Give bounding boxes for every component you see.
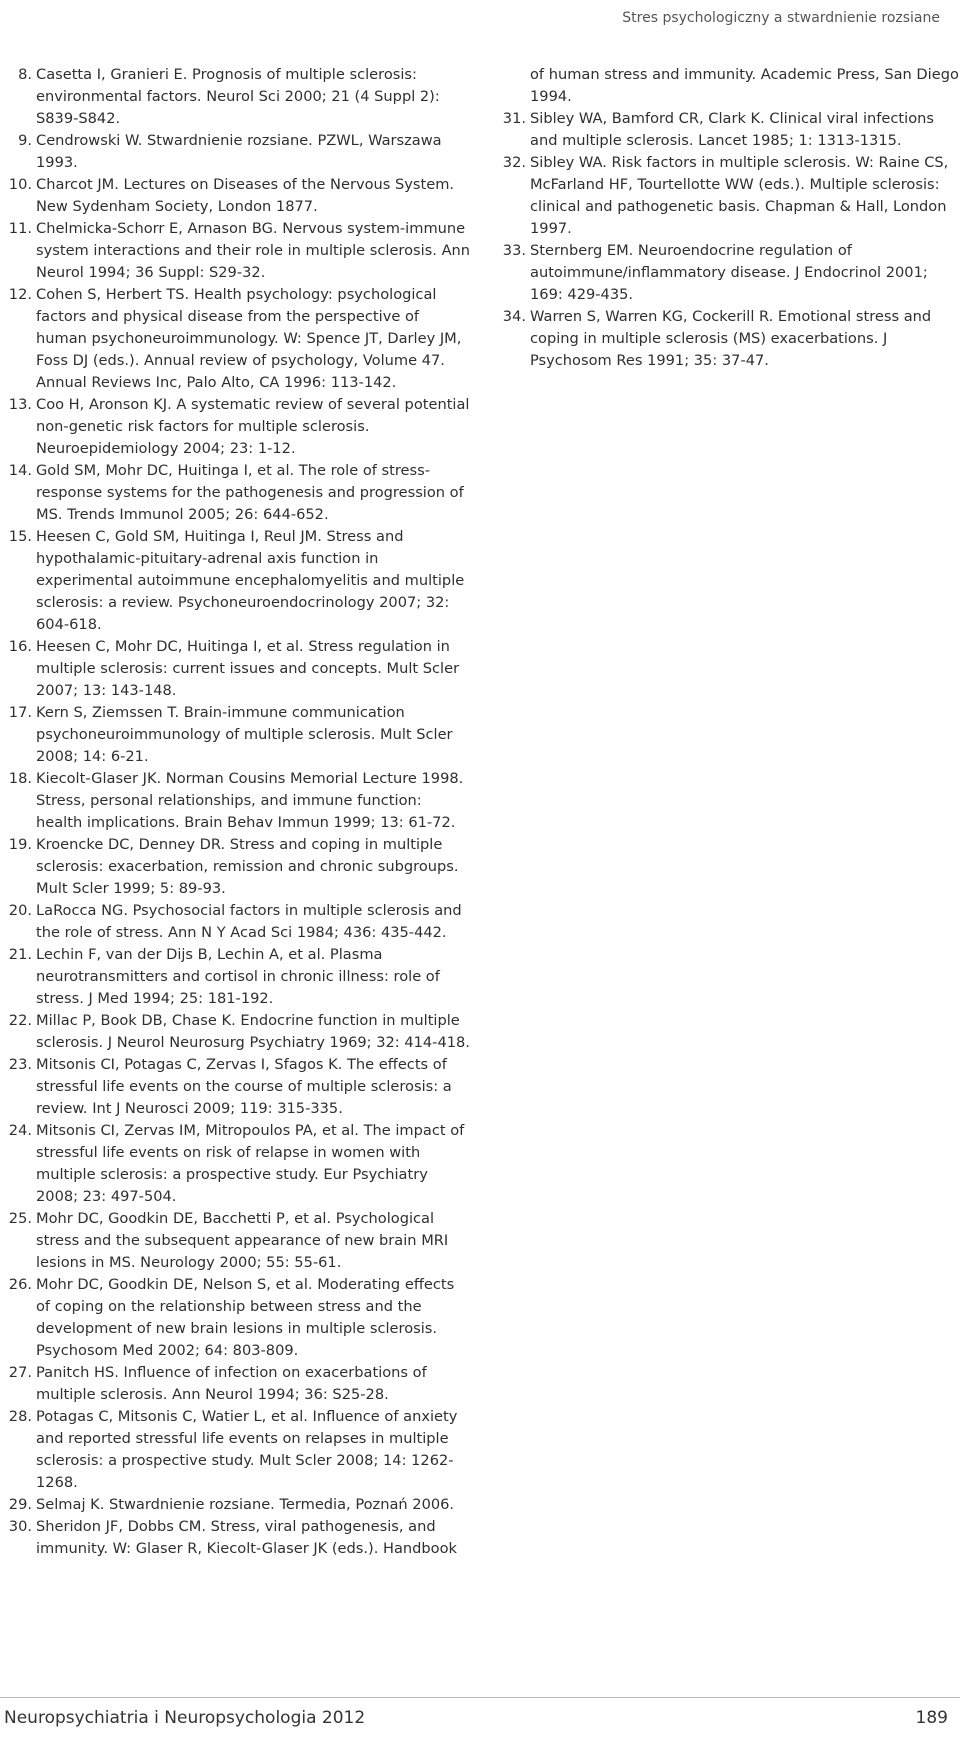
reference-text: LaRocca NG. Psychosocial factors in multiple sclerosis and the role of stress. Ann N Y Acad Sci 1984; 436: 435-442. [36, 902, 462, 941]
reference-item [502, 306, 960, 372]
reference-text: Potagas C, Mitsonis C, Watier L, et al. Influence of anxiety and reported stressful life events on relapses in multiple sclerosis: a prospective study. Mult Scler 2008; 14: 1262-1268. [36, 1408, 458, 1491]
reference-text: Heesen C, Gold SM, Huitinga I, Reul JM. Stress and hypothalamic-pituitary-adrenal axis function in experimental autoimmune encephalomyelitis and multiple sclerosis: a review. Psychoneuroendocrinology 2007; 32: 604-618. [36, 528, 465, 633]
reference-number: 22. [8, 1012, 32, 1029]
reference-item [8, 1494, 472, 1516]
reference-text: Mitsonis CI, Potagas C, Zervas I, Sfagos K. The effects of stressful life events on the course of multiple sclerosis: a review. Int J Neurosci 2009; 119: 315-335. [36, 1056, 452, 1117]
reference-text: Gold SM, Mohr DC, Huitinga I, et al. The role of stress-response systems for the pathogenesis and progression of MS. Trends Immunol 2005; 26: 644-652. [36, 462, 464, 523]
reference-text: Kern S, Ziemssen T. Brain-immune communication psychoneuroimmunology of multiple sclerosis. Mult Scler 2008; 14: 6-21. [36, 704, 453, 765]
reference-number: 11. [8, 220, 32, 237]
reference-text: Lechin F, van der Dijs B, Lechin A, et al. Plasma neurotransmitters and cortisol in chronic illness: role of stress. J Med 1994; 25: 181-192. [36, 946, 440, 1007]
reference-item [8, 284, 472, 394]
reference-item [502, 152, 960, 240]
reference-text: Panitch HS. Influence of infection on exacerbations of multiple sclerosis. Ann Neurol 1994; 36: S25-28. [36, 1364, 427, 1403]
reference-text: Mitsonis CI, Zervas IM, Mitropoulos PA, et al. The impact of stressful life events on risk of relapse in women with multiple sclerosis: a prospective study. Eur Psychiatry 2008; 23: 497-504. [36, 1122, 465, 1205]
reference-number: 32. [502, 154, 526, 171]
reference-number: 25. [8, 1210, 32, 1227]
reference-item [8, 1274, 472, 1362]
reference-number: 15. [8, 528, 32, 545]
reference-number: 10. [8, 176, 32, 193]
references-right-column [502, 64, 960, 372]
footer-journal-title: Neuropsychiatria i Neuropsychologia 2012 [4, 1708, 366, 1728]
reference-item [8, 460, 472, 526]
reference-number: 24. [8, 1122, 32, 1139]
reference-item [8, 834, 472, 900]
reference-item [502, 240, 960, 306]
reference-number: 33. [502, 242, 526, 259]
reference-text: Cohen S, Herbert TS. Health psychology: psychological factors and physical disease from the perspective of human psychoneuroimmunology. W: Spence JT, Darley JM, Foss DJ (eds.). Annual review of psychology, Volume 47. Annual Reviews Inc, Palo Alto, CA 1996: 113-142. [36, 286, 462, 391]
reference-number: 28. [8, 1408, 32, 1425]
reference-item [8, 1208, 472, 1274]
reference-number: 30. [8, 1518, 32, 1535]
reference-number: 27. [8, 1364, 32, 1381]
reference-text: Selmaj K. Stwardnienie rozsiane. Termedia, Poznań 2006. [36, 1496, 455, 1513]
reference-item [14, 130, 472, 174]
reference-text: Sternberg EM. Neuroendocrine regulation of autoimmune/inflammatory disease. J Endocrinol 2001; 169: 429-435. [530, 242, 928, 303]
reference-item [14, 64, 472, 130]
reference-number: 29. [8, 1496, 32, 1513]
reference-text: Sibley WA, Bamford CR, Clark K. Clinical viral infections and multiple sclerosis. Lancet 1985; 1: 1313-1315. [530, 110, 934, 149]
reference-text: Charcot JM. Lectures on Diseases of the Nervous System. New Sydenham Society, London 1877. [36, 176, 455, 215]
reference-number: 26. [8, 1276, 32, 1293]
reference-number: 8. [18, 66, 32, 83]
reference-text: Millac P, Book DB, Chase K. Endocrine function in multiple sclerosis. J Neurol Neurosurg Psychiatry 1969; 32: 414-418. [36, 1012, 470, 1051]
reference-number: 12. [8, 286, 32, 303]
reference-text: Coo H, Aronson KJ. A systematic review of several potential non-genetic risk factors for multiple sclerosis. Neuroepidemiology 2004; 23: 1-12. [36, 396, 470, 457]
reference-item [8, 702, 472, 768]
reference-item-continued [508, 64, 960, 108]
reference-number: 18. [8, 770, 32, 787]
reference-item [8, 636, 472, 702]
page-number: 189 [915, 1708, 948, 1728]
reference-number: 9. [18, 132, 32, 149]
reference-item [8, 768, 472, 834]
reference-text: Mohr DC, Goodkin DE, Nelson S, et al. Moderating effects of coping on the relationship between stress and the development of new brain lesions in multiple sclerosis. Psychosom Med 2002; 64: 803-809. [36, 1276, 455, 1359]
reference-text: Sibley WA. Risk factors in multiple sclerosis. W: Raine CS, McFarland HF, Tourtellotte WW (eds.). Multiple sclerosis: clinical and pathogenetic basis. Chapman & Hall, London 1997. [530, 154, 949, 237]
reference-number: 17. [8, 704, 32, 721]
reference-number: 31. [502, 110, 526, 127]
reference-text: Sheridon JF, Dobbs CM. Stress, viral pathogenesis, and immunity. W: Glaser R, Kiecolt-Glaser JK (eds.). Handbook [36, 1518, 457, 1557]
reference-text: Heesen C, Mohr DC, Huitinga I, et al. Stress regulation in multiple sclerosis: current issues and concepts. Mult Scler 2007; 13: 143-148. [36, 638, 460, 699]
reference-item [8, 1516, 472, 1560]
reference-number: 21. [8, 946, 32, 963]
reference-item [8, 1054, 472, 1120]
reference-item [8, 1362, 472, 1406]
reference-text: Mohr DC, Goodkin DE, Bacchetti P, et al. Psychological stress and the subsequent appearance of new brain MRI lesions in MS. Neurology 2000; 55: 55-61. [36, 1210, 449, 1271]
reference-item [8, 1010, 472, 1054]
reference-item [8, 944, 472, 1010]
reference-text: Warren S, Warren KG, Cockerill R. Emotional stress and coping in multiple sclerosis (MS) exacerbations. J Psychosom Res 1991; 35: 37-47. [530, 308, 932, 369]
reference-item [8, 1406, 472, 1494]
reference-text: Kroencke DC, Denney DR. Stress and coping in multiple sclerosis: exacerbation, remission and chronic subgroups. Mult Scler 1999; 5: 89-93. [36, 836, 459, 897]
reference-number: 34. [502, 308, 526, 325]
reference-item [8, 218, 472, 284]
running-header-title: Stres psychologiczny a stwardnienie rozsiane [622, 10, 940, 26]
footer-divider [0, 1697, 960, 1698]
reference-item [502, 108, 960, 152]
reference-number: 14. [8, 462, 32, 479]
reference-number: 19. [8, 836, 32, 853]
reference-text: Chelmicka-Schorr E, Arnason BG. Nervous system-immune system interactions and their role in multiple sclerosis. Ann Neurol 1994; 36 Suppl: S29-32. [36, 220, 471, 281]
reference-number: 13. [8, 396, 32, 413]
reference-item [8, 1120, 472, 1208]
reference-item [8, 900, 472, 944]
reference-item [8, 174, 472, 218]
reference-item [8, 394, 472, 460]
reference-number: 20. [8, 902, 32, 919]
reference-text: Casetta I, Granieri E. Prognosis of multiple sclerosis: environmental factors. Neurol Sci 2000; 21 (4 Suppl 2): S839-S842. [36, 66, 440, 127]
reference-item [8, 526, 472, 636]
reference-text: of human stress and immunity. Academic Press, San Diego 1994. [530, 66, 959, 105]
reference-number: 23. [8, 1056, 32, 1073]
reference-text: Kiecolt-Glaser JK. Norman Cousins Memorial Lecture 1998. Stress, personal relationships, and immune function: health implications. Brain Behav Immun 1999; 13: 61-72. [36, 770, 464, 831]
reference-number: 16. [8, 638, 32, 655]
reference-text: Cendrowski W. Stwardnienie rozsiane. PZWL, Warszawa 1993. [36, 132, 442, 171]
references-left-column [8, 64, 472, 1560]
